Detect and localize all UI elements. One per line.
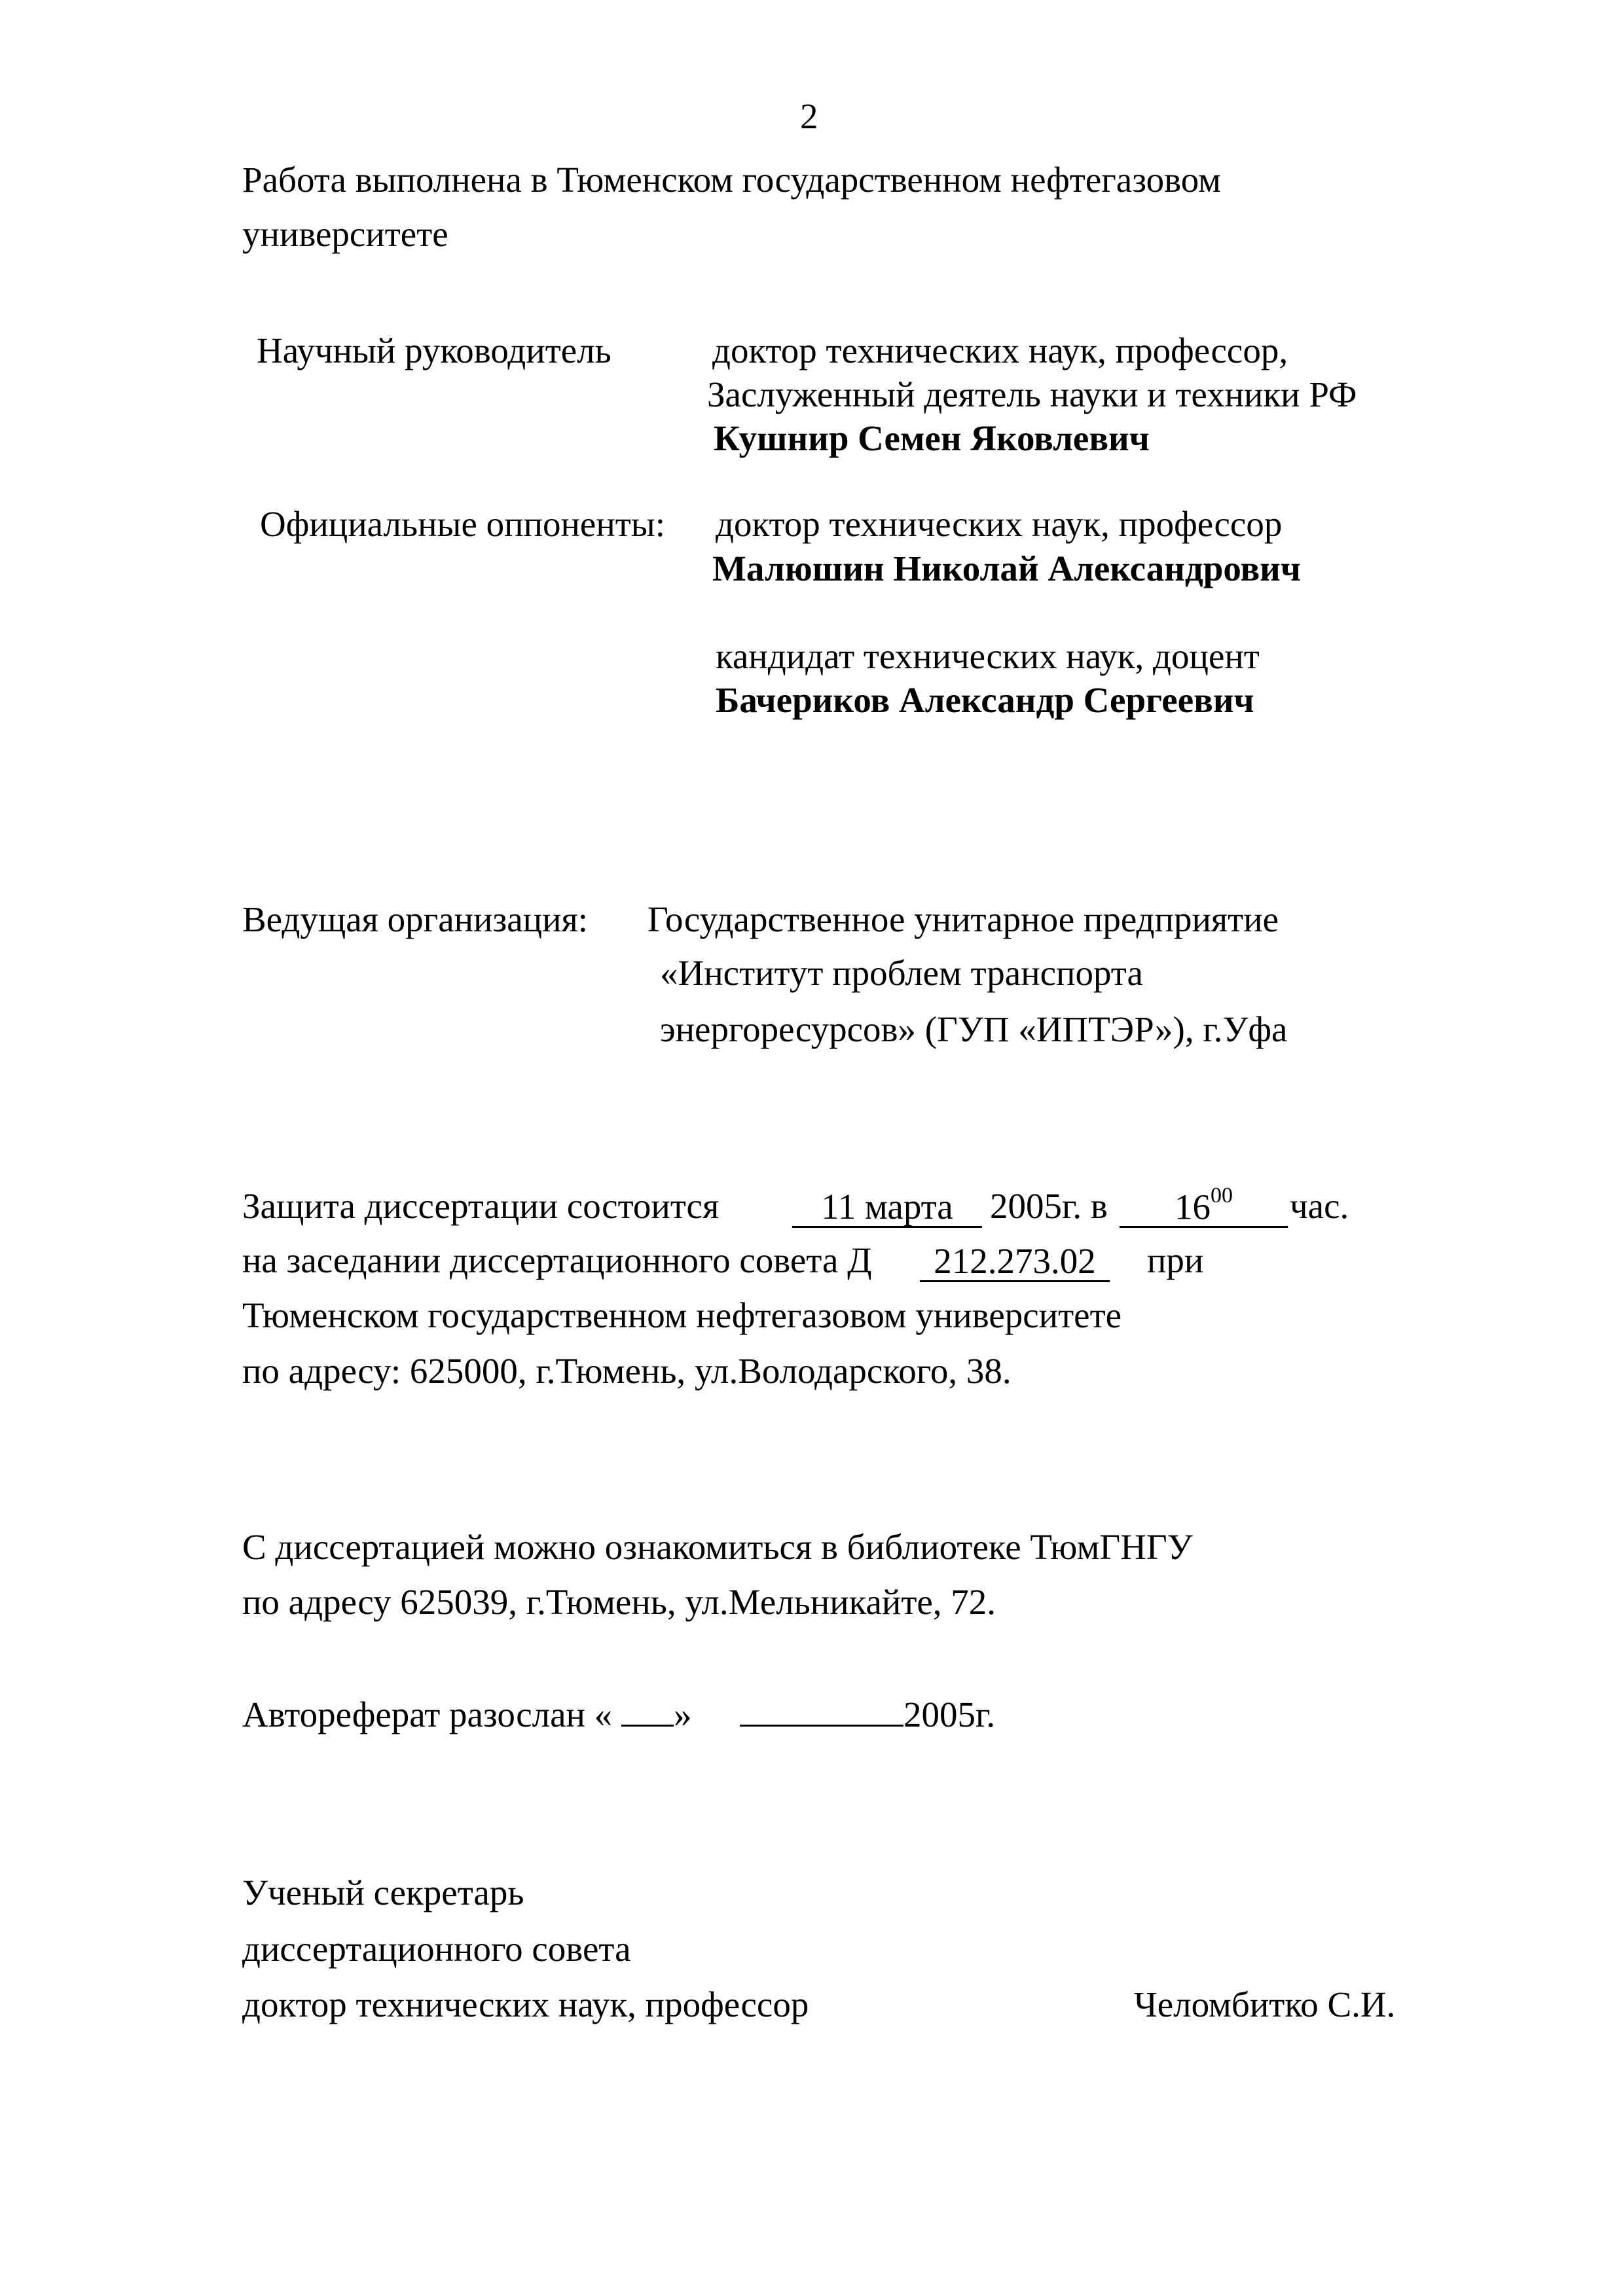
defense-time [1120, 1183, 1288, 1228]
abstract-sent [242, 1696, 691, 1732]
defense-line-4: по адресу: 625000, г.Тюмень, ул.Володарского, 38. [242, 1351, 1012, 1391]
abstract-sent-quote-close: » [673, 1695, 692, 1734]
secretary-line-2: диссертационного совета [242, 1929, 631, 1969]
abstract-day-blank [621, 1719, 674, 1727]
leading-org-line-3: энергоресурсов» (ГУП «ИПТЭР»), г.Уфа [660, 1009, 1288, 1049]
secretary-line-3: доктор технических наук, профессор [242, 1984, 809, 2024]
defense-line-3: Тюменском государственном нефтегазовом университете [242, 1295, 1122, 1335]
opponent-2-name: Бачериков Александр Сергеевич [716, 680, 1254, 720]
defense-year: 2005г. в [990, 1186, 1108, 1226]
abstract-month-year [740, 1696, 995, 1732]
intro-line-1: Работа выполнена в Тюменском государственном нефтегазовом [242, 160, 1221, 200]
secretary-name: Челомбитко С.И. [1134, 1984, 1396, 2024]
intro-line-2: университете [242, 214, 448, 254]
defense-prefix: Защита диссертации состоится [242, 1186, 720, 1226]
page-number: 2 [800, 96, 818, 136]
defense-minutes: 00 [1211, 1183, 1233, 1208]
council-code-value: 212.273.02 [920, 1242, 1110, 1282]
supervisor-label: Научный руководитель [257, 331, 611, 370]
opponent-1-name: Малюшин Николай Александрович [712, 548, 1301, 588]
council-suffix: при [1147, 1240, 1204, 1280]
abstract-sent-prefix: Автореферат разослан « [242, 1695, 613, 1734]
library-line-2: по адресу 625039, г.Тюмень, ул.Мельникайте, 72. [242, 1582, 996, 1622]
abstract-sent-year: 2005г. [903, 1695, 996, 1734]
defense-date [792, 1188, 982, 1228]
council-code [920, 1242, 1110, 1282]
council-prefix: на заседании диссертационного совета Д [242, 1240, 872, 1280]
leading-org-line-2: «Институт проблем транспорта [660, 953, 1143, 993]
leading-org-label: Ведущая организация: [242, 899, 589, 939]
supervisor-degree: доктор технических наук, профессор, [712, 331, 1288, 370]
opponent-1-degree: доктор технических наук, профессор [716, 504, 1283, 544]
opponents-label: Официальные оппоненты: [260, 504, 666, 544]
supervisor-name: Кушнир Семен Яковлевич [714, 418, 1150, 458]
defense-date-value: 11 марта [792, 1188, 982, 1228]
defense-hour: 16 [1175, 1187, 1211, 1227]
defense-hour-suffix: час. [1290, 1186, 1349, 1226]
leading-org-line-1: Государственное унитарное предприятие [647, 899, 1279, 939]
supervisor-title: Заслуженный деятель науки и техники РФ [707, 374, 1357, 414]
library-line-1: С диссертацией можно ознакомиться в библиотеке ТюмГНГУ [242, 1527, 1193, 1567]
secretary-line-1: Ученый секретарь [242, 1873, 524, 1912]
abstract-month-blank [740, 1719, 903, 1727]
opponent-2-degree: кандидат технических наук, доцент [716, 636, 1260, 676]
